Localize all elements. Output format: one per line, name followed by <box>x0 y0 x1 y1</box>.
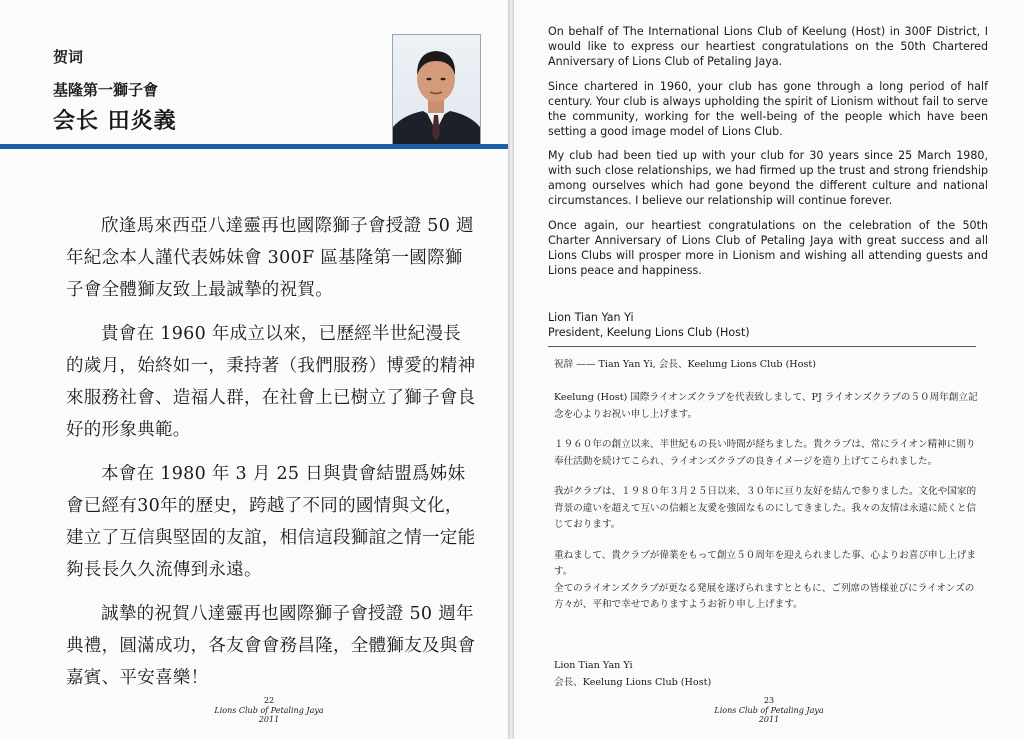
chinese-paragraph: 誠摯的祝賀八達靈再也國際獅子會授證 50 週年典禮，圓滿成功，各友會會務昌隆，全體獅友及與會嘉賓、平安喜樂！ <box>66 604 476 688</box>
english-paragraph: Since chartered in 1960, your club has gone through a long period of half century. Your club is always upholding the spirit of Lionism without fail to serve the community, working for the well-being of the people which have been setting a good image model of Lions Club. <box>548 79 988 138</box>
right-page-footer <box>714 696 824 724</box>
header-label: 贺词 <box>53 48 84 66</box>
signature-name: Lion Tian Yan Yi <box>554 660 633 671</box>
signature-name: Lion Tian Yan Yi <box>548 311 634 324</box>
section-divider <box>548 346 976 347</box>
signature-title: 会長、Keelung Lions Club (Host) <box>554 676 712 688</box>
right-page <box>514 0 1024 739</box>
footer-text: Lions Club of Petaling Jaya 2011 <box>714 706 824 724</box>
chinese-paragraph: 本會在 1980 年 3 月 25 日與貴會結盟爲姊妹會已經有30年的歷史，跨越了不同的國情與文化，建立了互信與堅固的友誼，相信這段獅誼之情一定能夠長長久久流傳到永遠。 <box>66 464 476 580</box>
english-message <box>548 24 988 287</box>
japanese-paragraph: １９６０年の創立以来、半世紀もの長い時間が経ちました。貴クラブは、常にライオン精神に則り奉仕活動を続けてこられ、ライオンズクラブの良きイメージを造り上げてこられました。 <box>554 439 976 467</box>
president-name-heading: 会长 田炎義 <box>53 109 177 134</box>
left-page-footer <box>214 696 324 724</box>
chinese-message <box>66 210 476 706</box>
japanese-heading: 祝辞 —— Tian Yan Yi, 会長、Keelung Lions Club (Host) <box>554 359 816 370</box>
portrait-photo <box>392 34 481 149</box>
english-paragraph: My club had been tied up with your club for 30 years since 25 March 1980, with such close relationships, we had firmed up the trust and strong friendship among ourselves which had gone beyond the different culture and national circumstances. I believe our relationship will continue forever. <box>548 149 988 207</box>
japanese-paragraph: Keelung (Host) 国際ライオンズクラブを代表致しまして、PJ ライオンズクラブの５０周年創立記念を心よりお祝い申し上げます。 <box>554 392 978 420</box>
english-paragraph: Once again, our heartiest congratulations on the celebration of the 50th Charter Anniversary of Lions Club of Petaling Jaya with great success and all Lions Clubs will prosper more in Lionism and wishing all attending guests and Lions peace and happiness. <box>548 218 988 277</box>
japanese-paragraph: 我がクラブは、１９８０年３月２５日以来、３０年に亘り友好を結んで参りました。文化や国家的背景の違いを超えて互いの信頼と友愛を強固なものにしてきました。我々の友情は永遠に続くと信じております。 <box>554 486 977 530</box>
left-page <box>0 0 508 739</box>
japanese-message <box>554 390 984 628</box>
page-number: 22 <box>263 696 275 705</box>
chinese-paragraph: 貴會在 1960 年成立以來，已歷經半世紀漫長的歲月，始終如一，秉持著（我們服務）博愛的精神來服務社會、造福人群，在社會上已樹立了獅子會良好的形象典範。 <box>66 324 476 440</box>
japanese-signature <box>554 658 984 691</box>
japanese-paragraph: 全てのライオンズクラブが更なる発展を遂げられますとともに、ご列席の皆様並びにライオンズの方々が、平和で幸せでありますようお祈り申し上げます。 <box>554 582 975 610</box>
footer-text: Lions Club of Petaling Jaya 2011 <box>214 706 324 724</box>
club-name-heading: 基隆第一獅子會 <box>53 81 159 99</box>
english-signature <box>548 310 988 340</box>
english-paragraph: On behalf of The International Lions Club of Keelung (Host) in 300F District, I would like to express our heartiest congratulations on the 50th Chartered Anniversary of Lions Club of Petaling Jaya. <box>548 25 988 68</box>
chinese-paragraph: 欣逢馬來西亞八達靈再也國際獅子會授證 50 週年紀念本人謹代表姊妹會 300F 區基隆第一國際獅子會全體獅友致上最誠摯的祝賀。 <box>66 216 474 300</box>
page-number: 23 <box>763 696 775 705</box>
japanese-paragraph: 重ねまして、貴クラブが偉業をもって創立５０周年を迎えられました事、心よりお喜び申し上げます。 <box>554 549 976 577</box>
header-divider <box>0 144 508 149</box>
signature-title: President, Keelung Lions Club (Host) <box>548 326 750 339</box>
